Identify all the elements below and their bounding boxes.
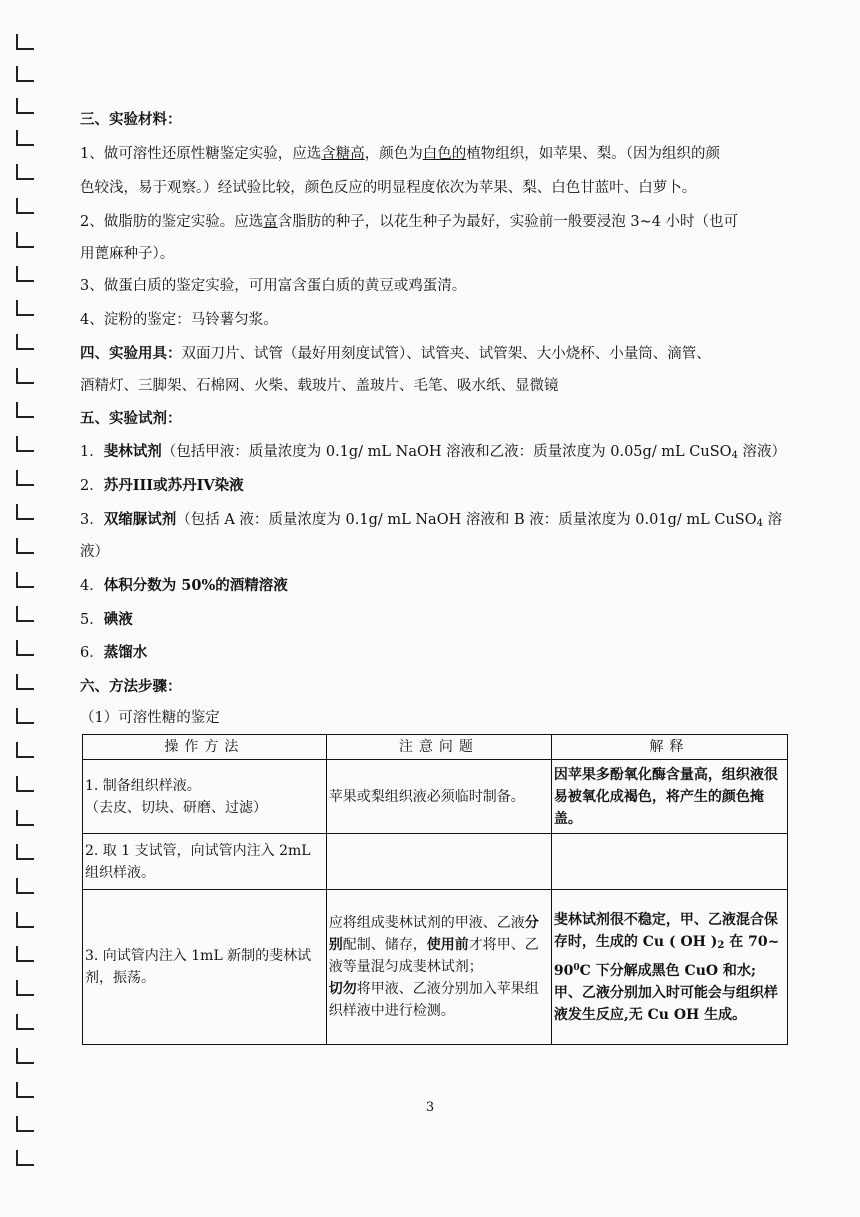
binding-mark [16,164,34,180]
subscript: 2 [717,939,725,951]
cell-text: 1. 制备组织样液。 [85,777,201,794]
table-header-row [83,735,788,760]
binding-mark [16,402,34,418]
text: （包括 A 液：质量浓度为 0.1g/ mL NaOH 溶液和 B 液：质量浓度为 0.01g/ mL CuSO [176,512,757,528]
binding-mark [16,66,34,82]
reagent-name: 苏丹III或苏丹IV染液 [103,477,244,494]
binding-mark [16,266,34,282]
section-4 [80,344,800,364]
section-4-title: 四、实验用具： [80,345,182,362]
binding-mark [16,776,34,792]
binding-mark [16,1048,34,1064]
paragraph-3: 3、做蛋白质的鉴定实验，可用富含蛋白质的黄豆或鸡蛋清。 [80,278,467,294]
section-5-title: 五、实验试剂： [80,410,182,427]
text: 植物组织，如苹果、梨。（因为组织的颜 [466,146,720,162]
column-header: 解释 [551,735,787,760]
binding-mark [16,980,34,996]
table-row [83,834,788,890]
table-cell [83,760,327,834]
binding-mark [16,436,34,452]
reagent-3-line-2: 液） [80,544,109,560]
binding-mark [16,1014,34,1030]
steps-table [82,734,788,1045]
table-cell: 3. 向试管内注入 1mL 新制的斐林试剂，振荡。 [83,890,327,1045]
paragraph-2 [80,212,800,232]
binding-mark [16,708,34,724]
text: 溶 [763,512,783,528]
reagent-2 [80,476,800,496]
binding-mark [16,470,34,486]
underlined-text: 白色的 [422,146,467,162]
subsection-1-title: （1）可溶性糖的鉴定 [80,710,220,726]
cell-text: C 下分解成黑色 CuO 和水; [579,962,757,979]
binding-mark [16,538,34,554]
list-number: 2． [80,478,104,494]
binding-mark [16,504,34,520]
binding-mark [16,674,34,690]
binding-mark [16,810,34,826]
text: 含脂肪的种子，以花生种子为最好，实验前一般要浸泡 3~4 小时（也可 [277,214,739,230]
binding-mark [16,606,34,622]
table-cell [326,834,551,890]
reagent-5 [80,610,800,630]
list-number: 3． [80,512,104,528]
table-cell: 2. 取 1 支试管，向试管内注入 2mL 组织样液。 [83,834,327,890]
superscript: 0 [573,962,580,973]
paragraph-1-line-2: 色较浅，易于观察。）经试验比较，颜色反应的明显程度依次为苹果、梨、白色甘蓝叶、白萝卜。 [80,180,697,196]
section-3-title: 三、实验材料： [80,111,182,128]
cell-text: 甲、乙液分别加入时可能会与组织样液发生反应,无 Cu OH 生成。 [553,984,778,1023]
text: ，颜色为 [364,146,423,162]
subscript: 4 [731,450,738,461]
paragraph-4: 4、淀粉的鉴定：马铃薯匀浆。 [80,312,278,328]
paragraph-1 [80,144,800,164]
column-header: 注意问题 [326,735,551,760]
binding-mark [16,300,34,316]
binding-mark [16,640,34,656]
cell-text: 将甲液、乙液分别加入苹果组织样液中进行检测。 [328,981,539,1019]
binding-mark [16,742,34,758]
binding-mark [16,98,34,114]
text: （包括甲液：质量浓度为 0.1g/ mL NaOH 溶液和乙液：质量浓度为 0.05g/ mL CuSO [161,444,732,460]
binding-mark [16,130,34,146]
paragraph-2-line-2: 用蓖麻种子）。 [80,246,175,262]
cell-text: 才将甲、乙液等量混匀成斐林试剂； [328,937,539,975]
section-6-title: 六、方法步骤： [80,678,182,695]
binding-margin [0,0,40,1217]
cell-text: 配制、储存， [342,937,427,953]
binding-mark [16,34,34,50]
reagent-4 [80,576,800,596]
cell-text: 应将组成斐林试剂的甲液、乙液 [328,915,525,931]
column-header: 操作方法 [83,735,327,760]
subscript: 4 [756,518,763,529]
table-cell: 因苹果多酚氧化酶含量高，组织液很易被氧化成褐色，将产生的颜色掩盖。 [551,760,787,834]
reagent-6 [80,643,800,663]
binding-mark [16,334,34,350]
binding-mark [16,946,34,962]
page-number: 3 [425,1100,435,1115]
reagent-3 [80,510,800,534]
list-number: 5． [80,612,104,628]
binding-mark [16,878,34,894]
table-cell [551,834,787,890]
binding-mark [16,572,34,588]
list-number: 6． [80,645,104,661]
section-4-line-2: 酒精灯、三脚架、石棉网、火柴、载玻片、盖玻片、毛笔、吸水纸、显微镜 [80,378,559,394]
emphasis-text: 切勿 [328,981,357,997]
binding-mark [16,1082,34,1098]
emphasis-text: 分别 [328,915,539,953]
emphasis-text: 使用前 [426,937,469,953]
cell-text: 在 70~ 90 [553,933,780,979]
reagent-name: 体积分数为 50%的酒精溶液 [103,577,288,594]
binding-mark [16,912,34,928]
cell-text: 斐林试剂很不稳定，甲、乙液混合保存时，生成的 Cu ( OH ) [553,911,778,950]
underlined-text: 富 [263,214,278,230]
reagent-name: 碘液 [103,611,133,628]
cell-text: （去皮、切块、研磨、过滤） [85,799,267,816]
table-cell: 苹果或梨组织液必须临时制备。 [326,760,551,834]
reagent-name: 斐林试剂 [103,443,162,460]
text: 1、做可溶性还原性糖鉴定实验，应选 [80,146,322,162]
list-number: 4． [80,578,104,594]
table-cell [326,890,551,1045]
text: 溶液） [737,444,787,460]
underlined-text: 含糖高 [321,146,365,162]
binding-mark [16,844,34,860]
binding-mark [16,232,34,248]
table-cell [551,890,787,1045]
table-row [83,890,788,1045]
list-number: 1． [80,444,104,460]
table-row [83,760,788,834]
text: 双面刀片、试管（最好用刻度试管）、试管夹、试管架、大小烧杯、小量筒、滴管、 [181,346,711,362]
reagent-1 [80,442,800,466]
binding-mark [16,368,34,384]
reagent-name: 双缩脲试剂 [103,511,177,528]
text: 2、做脂肪的鉴定实验。应选 [80,214,264,230]
binding-mark [16,198,34,214]
reagent-name: 蒸馏水 [103,644,148,661]
binding-mark [16,1150,34,1166]
binding-mark [16,1116,34,1132]
